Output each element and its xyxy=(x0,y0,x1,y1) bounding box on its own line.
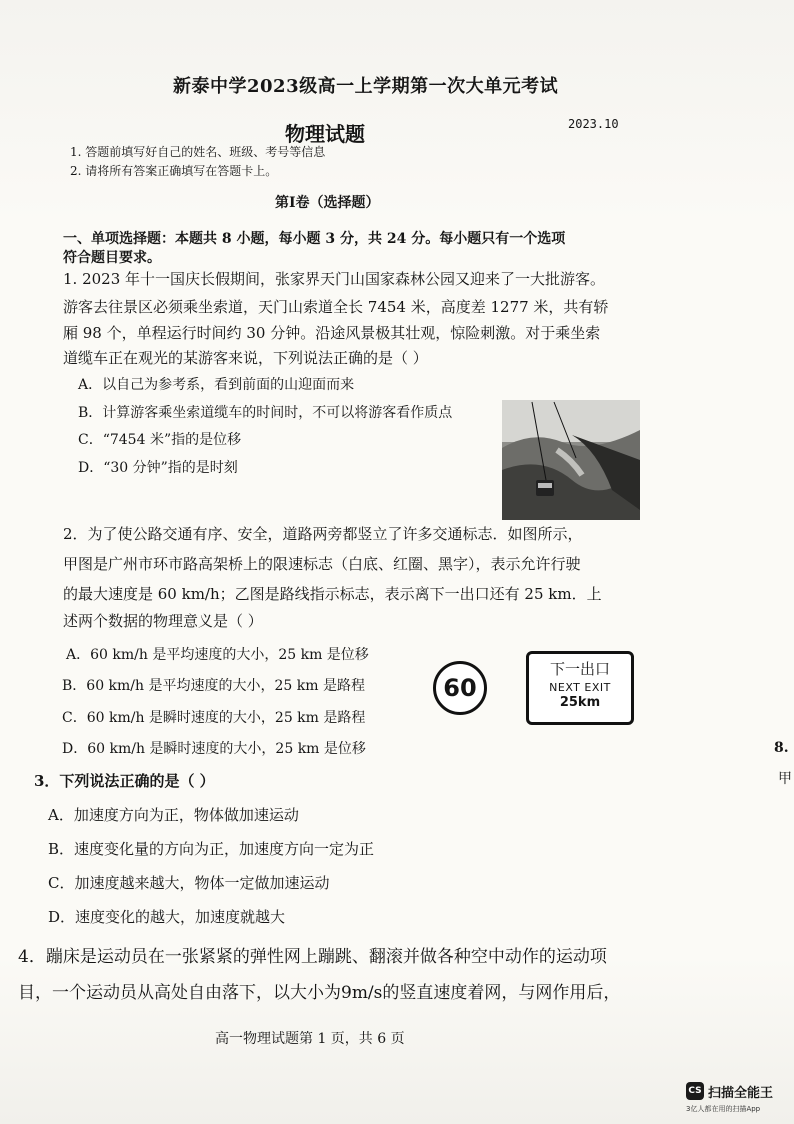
scanner-tagline: 3亿人都在用的扫描App xyxy=(686,1105,761,1113)
volume-title: 第Ⅰ卷（选择题） xyxy=(275,195,380,211)
q1-stem-line2: 游客去往景区必须乘坐索道，天门山索道全长 7454 米，高度差 1277 米，共有轿 xyxy=(63,298,609,316)
camscanner-logo-icon: CS xyxy=(686,1082,704,1100)
q2-option-c: C．60 km/h 是瞬时速度的大小，25 km 是路程 xyxy=(62,710,366,726)
q1-stem-line1: 1. 2023 年十一国庆长假期间，张家界天门山国家森林公园又迎来了一大批游客。 xyxy=(63,270,606,288)
speed-limit-sign: 60 xyxy=(433,661,487,715)
scanner-name: 扫描全能王 xyxy=(708,1086,774,1101)
q1-option-d: D．“30 分钟”指的是时刻 xyxy=(78,460,238,476)
right-margin-8: 8. xyxy=(774,740,789,756)
q1-stem-line4: 道缆车正在观光的某游客来说，下列说法正确的是（ ） xyxy=(63,349,428,367)
note-1: 1. 答题前填写好自己的姓名、班级、考号等信息 xyxy=(70,145,326,159)
q1-stem-line3: 厢 98 个，单程运行时间约 30 分钟。沿途风景极其壮观，惊险刺激。对于乘坐索 xyxy=(63,324,601,342)
exit-sign-line1: 下一出口 xyxy=(549,660,610,678)
q3-stem: 3．下列说法正确的是（ ） xyxy=(34,772,215,790)
q4-stem-line1: 4．蹦床是运动员在一张紧紧的弹性网上蹦跳、翻滚并做各种空中动作的运动项 xyxy=(18,947,607,967)
q2-stem-line1: 2．为了使公路交通有序、安全，道路两旁都竖立了许多交通标志．如图所示， xyxy=(63,525,583,543)
q2-stem-line3: 的最大速度是 60 km/h；乙图是路线指示标志，表示离下一出口还有 25 km．上 xyxy=(63,585,602,603)
subject-title: 物理试题 xyxy=(285,122,365,146)
page-footer: 高一物理试题第 1 页，共 6 页 xyxy=(215,1031,405,1047)
exam-date: 2023.10 xyxy=(568,117,619,131)
q3-option-d: D．速度变化的越大，加速度就越大 xyxy=(48,908,286,926)
q2-option-d: D．60 km/h 是瞬时速度的大小，25 km 是位移 xyxy=(62,741,366,757)
note-2: 2. 请将所有答案正确填写在答题卡上。 xyxy=(70,164,278,178)
exit-sign-line2: NEXT EXIT xyxy=(549,681,611,694)
q2-option-b: B．60 km/h 是平均速度的大小，25 km 是路程 xyxy=(62,678,365,694)
q3-option-a: A．加速度方向为正，物体做加速运动 xyxy=(48,806,299,824)
q2-stem-line4: 述两个数据的物理意义是（ ） xyxy=(63,612,263,630)
exit-sign-line3: 25km xyxy=(559,695,601,710)
q3-option-c: C．加速度越来越大，物体一定做加速运动 xyxy=(48,874,330,892)
cable-car-photo xyxy=(502,400,640,520)
exit-sign xyxy=(526,651,634,725)
q2-stem-line2: 甲图是广州市环市路高架桥上的限速标志（白底、红圈、黑字），表示允许行驶 xyxy=(63,555,581,573)
q4-stem-line2: 目，一个运动员从高处自由落下，以大小为9m/s的竖直速度着网，与网作用后， xyxy=(18,983,621,1003)
section-heading-line1: 一、单项选择题：本题共 8 小题，每小题 3 分，共 24 分。每小题只有一个选项 xyxy=(63,231,566,247)
q2-option-a: A．60 km/h 是平均速度的大小，25 km 是位移 xyxy=(66,647,369,663)
q3-option-b: B．速度变化量的方向为正，加速度方向一定为正 xyxy=(48,840,375,858)
q1-option-b: B．计算游客乘坐索道缆车的时间时，不可以将游客看作质点 xyxy=(78,405,453,421)
q1-option-a: A．以自己为参考系，看到前面的山迎面而来 xyxy=(78,377,355,393)
section-heading-line2: 符合题目要求。 xyxy=(63,250,161,266)
exam-title: 新泰中学2023级高一上学期第一次大单元考试 xyxy=(173,76,559,97)
q1-option-c: C．“7454 米”指的是位移 xyxy=(78,432,242,448)
right-margin-jia: 甲 xyxy=(778,771,792,787)
